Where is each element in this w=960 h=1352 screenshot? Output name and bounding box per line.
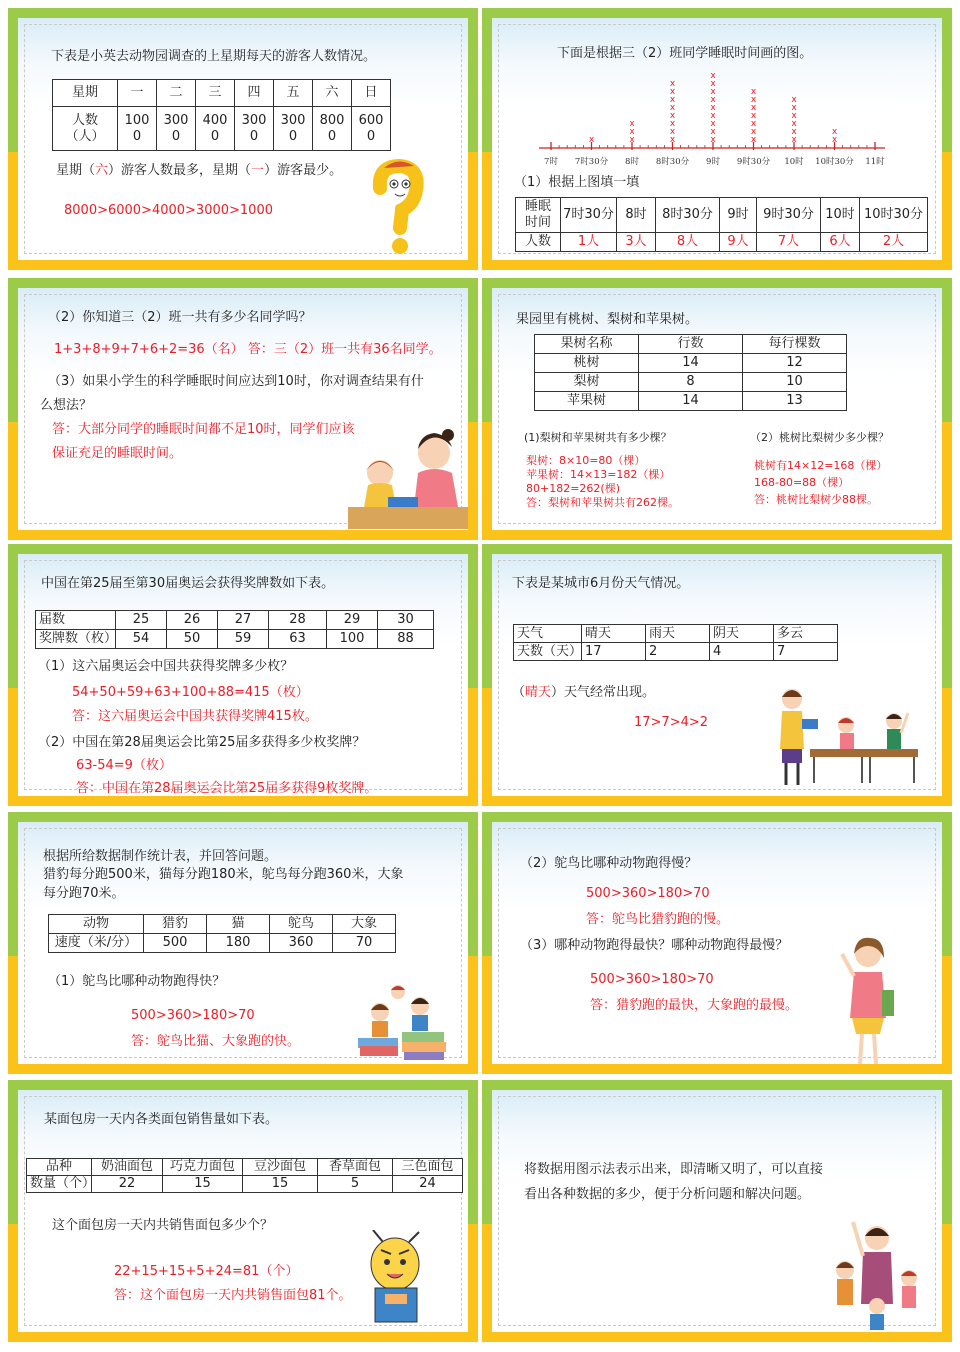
slide-2-title: 下面是根据三（2）班同学睡眠时间画的图。 — [557, 46, 813, 61]
slide-9-content — [18, 1090, 468, 1332]
weather-table: 天气 晴天 雨天 阴天 多云 天数（天） 17 2 4 7 — [513, 624, 838, 661]
slide-6-question: （晴天）天气经常出现。 — [512, 685, 656, 700]
slide-9-calc: 22+15+15+5+24=81（个） — [114, 1264, 299, 1279]
teacher-pointing-cartoon — [832, 934, 902, 1069]
data-mark: x — [669, 135, 676, 145]
orchard-table: 果树名称 行数 每行棵数 桃树 14 12 梨树 8 10 苹果树 14 13 — [534, 334, 847, 411]
slide-7-content — [18, 822, 468, 1064]
data-mark: x — [669, 103, 676, 113]
data-mark: x — [710, 103, 716, 113]
slide-3-content — [18, 288, 468, 530]
slide-7-desc-line1: 猎豹每分跑500米，猫每分跑180米，鸵鸟每分跑360米，大象 — [43, 867, 404, 882]
data-mark: x — [831, 127, 838, 137]
slide-7-title: 根据所给数据制作统计表，并回答问题。 — [43, 849, 278, 864]
slide-3-a2: 1+3+8+9+7+6+2=36（名） 答：三（2）班一共有36名同学。 — [54, 342, 442, 357]
slide-9-question: 这个面包房一天内共销售面包多少个？ — [52, 1218, 274, 1233]
data-mark: x — [750, 103, 757, 113]
slide-4-title: 果园里有桃树、梨树和苹果树。 — [516, 312, 699, 327]
tick-label: 9时 — [706, 157, 720, 167]
slide-9-answer: 答：这个面包房一天内共销售面包81个。 — [114, 1288, 352, 1303]
slide-9[interactable] — [8, 1080, 478, 1342]
tick-label: 9时30分 — [736, 157, 771, 167]
tick-label: 10时 — [784, 157, 804, 167]
egg-mascot-cartoon — [363, 1230, 433, 1330]
data-mark: x — [629, 119, 635, 129]
data-mark: x — [588, 135, 595, 145]
data-mark: x — [669, 111, 676, 121]
slide-6-title: 下表是某城市6月份天气情况。 — [512, 576, 690, 591]
data-mark: x — [710, 111, 716, 121]
sleep-dot-plot — [537, 66, 887, 174]
slide-10-line2: 看出各种数据的多少，便于分析问题和解决问题。 — [524, 1187, 811, 1202]
slide-4-a1-line1: 梨树：8×10=80（棵） — [526, 454, 646, 467]
data-mark: x — [791, 103, 797, 113]
data-mark: x — [791, 119, 797, 129]
slide-8-q2: （2）鸵鸟比哪种动物跑得慢？ — [520, 856, 698, 871]
slide-4-content — [492, 288, 942, 530]
slide-8-q3: （3）哪种动物跑得最快？哪种动物跑得最慢？ — [520, 938, 789, 953]
slide-3-a3-line2: 保证充足的睡眠时间。 — [52, 446, 183, 461]
data-mark: x — [750, 87, 757, 97]
speed-table: 动物 猎豹 猫 鸵鸟 大象 速度（米/分） 500 180 360 70 — [48, 914, 396, 953]
data-mark: x — [750, 127, 757, 137]
slide-8-a3-calc: 500>360>180>70 — [590, 972, 714, 987]
slide-4-q2: （2）桃树比梨树少多少棵？ — [750, 431, 889, 444]
tick-label: 7时 — [544, 157, 558, 167]
data-mark: x — [791, 127, 797, 137]
tick-label: 7时30分 — [574, 157, 609, 167]
slide-7[interactable] — [8, 812, 478, 1074]
data-mark: x — [750, 95, 757, 105]
data-mark: x — [669, 87, 676, 97]
slide-1-question: 星期（六）游客人数最多，星期（一）游客最少。 — [56, 163, 343, 178]
slide-5[interactable] — [8, 544, 478, 806]
data-mark: x — [710, 71, 716, 81]
slide-4-a1-line2: 苹果树：14×13=182（棵） — [526, 468, 671, 481]
tick-label: 11时 — [865, 157, 885, 167]
slide-8[interactable] — [482, 812, 952, 1074]
slide-4-q1: (1)梨树和苹果树共有多少棵？ — [524, 431, 672, 444]
slide-4-a2-line2: 168-80=88（棵） — [754, 476, 850, 489]
slide-8-content — [492, 822, 942, 1064]
tick-label: 8时30分 — [655, 157, 690, 167]
data-mark: x — [629, 135, 635, 145]
data-mark: x — [791, 95, 797, 105]
slide-6[interactable] — [482, 544, 952, 806]
tick-label: 8时 — [625, 157, 639, 167]
slide-6-answer: 17>7>4>2 — [634, 715, 709, 730]
data-mark: x — [669, 127, 676, 137]
slide-10-line1: 将数据用图示法表示出来，即清晰又明了，可以直接 — [524, 1162, 824, 1177]
slide-5-a1-calc: 54+50+59+63+100+88=415（枚） — [72, 685, 309, 700]
slide-5-a2-calc: 63-54=9（枚） — [76, 758, 172, 773]
data-mark: x — [710, 87, 716, 97]
sleep-table: 睡眠 时间 7时30分 8时 8时30分 9时 9时30分 10时 10时30分 人数 1人 3人 8人 9人 7人 6人 2人 — [515, 197, 928, 252]
slide-1-content — [18, 18, 468, 260]
slide-3-q2: （2）你知道三（2）班一共有多少名同学吗？ — [48, 310, 312, 325]
slide-3-a3-line1: 答：大部分同学的睡眠时间都不足10时，同学们应该 — [52, 422, 355, 437]
olympic-table: 届数 25 26 27 28 29 30 奖牌数（枚） 54 50 59 63 100 88 — [35, 610, 434, 649]
data-mark: x — [750, 111, 757, 121]
slide-7-desc-line2: 每分跑70米。 — [43, 886, 125, 901]
slide-3[interactable] — [8, 278, 478, 540]
slide-4-a2-line1: 桃树有14×12=168（棵） — [754, 459, 888, 472]
slide-2-q1: （1）根据上图填一填 — [514, 175, 640, 190]
slide-7-a1-calc: 500>360>180>70 — [131, 1008, 255, 1023]
slide-1-answer: 8000>6000>4000>3000>1000 — [64, 203, 273, 218]
teacher-student-cartoon — [348, 423, 468, 533]
slide-1-title: 下表是小英去动物园调查的上星期每天的游客人数情况。 — [51, 49, 377, 64]
data-mark: x — [629, 127, 635, 137]
slide-10[interactable] — [482, 1080, 952, 1342]
data-mark: x — [710, 135, 716, 145]
visitors-table: 星期 一 二 三 四 五 六 日 人数 （人） 100 0 300 0 400 0 300 0 300 0 800 0 600 0 — [52, 79, 391, 151]
tick-label: 10时30分 — [815, 157, 854, 167]
kids-books-cartoon — [358, 982, 448, 1062]
slide-5-q1: （1）这六届奥运会中国共获得奖牌多少枚？ — [38, 659, 294, 674]
slide-4[interactable] — [482, 278, 952, 540]
data-mark: x — [710, 127, 716, 137]
slide-3-q3-line1: （3）如果小学生的科学睡眠时间应达到10时，你对调查结果有什 — [48, 374, 424, 389]
data-mark: x — [669, 95, 676, 105]
data-mark: x — [750, 135, 757, 145]
slide-6-content — [492, 554, 942, 796]
slide-10-content — [492, 1090, 942, 1332]
data-mark: x — [710, 119, 716, 129]
data-mark: x — [750, 119, 757, 129]
data-mark: x — [710, 79, 716, 89]
slide-5-a2-answer: 答：中国在第28届奥运会比第25届多获得9枚奖牌。 — [76, 781, 378, 796]
slide-7-q1: （1）鸵鸟比哪种动物跑得快？ — [48, 974, 226, 989]
data-mark: x — [710, 95, 716, 105]
slide-1[interactable] — [8, 8, 478, 270]
slide-5-a1-answer: 答：这六届奥运会中国共获得奖牌415枚。 — [72, 709, 318, 724]
data-mark: x — [669, 79, 676, 89]
slide-8-a2-answer: 答：鸵鸟比猎豹跑的慢。 — [586, 912, 730, 927]
slide-4-a1-line3: 80+182=262(棵) — [526, 482, 621, 495]
data-mark: x — [791, 111, 797, 121]
classroom-cartoon — [762, 679, 922, 789]
slide-7-a1-answer: 答：鸵鸟比猫、大象跑的快。 — [131, 1034, 301, 1049]
slide-3-q3-line2: 么想法？ — [40, 398, 93, 413]
question-mark-cartoon — [368, 158, 428, 263]
slide-5-title: 中国在第25届至第30届奥运会获得奖牌数如下表。 — [41, 576, 335, 591]
data-mark: x — [831, 135, 838, 145]
slide-4-a1-line4: 答：梨树和苹果树共有262棵。 — [526, 496, 679, 509]
slide-5-q2: （2）中国在第28届奥运会比第25届多获得多少枚奖牌？ — [38, 735, 366, 750]
data-mark: x — [791, 135, 797, 145]
slide-2-content — [492, 18, 942, 260]
slide-9-title: 某面包房一天内各类面包销售量如下表。 — [44, 1112, 279, 1127]
bread-table: 品种 奶油面包 巧克力面包 豆沙面包 香草面包 三色面包 数量（个） 22 15 15 5 24 — [26, 1158, 463, 1193]
slide-2[interactable] — [482, 8, 952, 270]
family-cartoon — [827, 1208, 927, 1333]
slide-5-content — [18, 554, 468, 796]
slide-8-a2-calc: 500>360>180>70 — [586, 886, 710, 901]
data-mark: x — [669, 119, 676, 129]
slide-4-a2-line3: 答：桃树比梨树少88棵。 — [754, 493, 878, 506]
slide-8-a3-answer: 答：猎豹跑的最快，大象跑的最慢。 — [590, 998, 799, 1013]
